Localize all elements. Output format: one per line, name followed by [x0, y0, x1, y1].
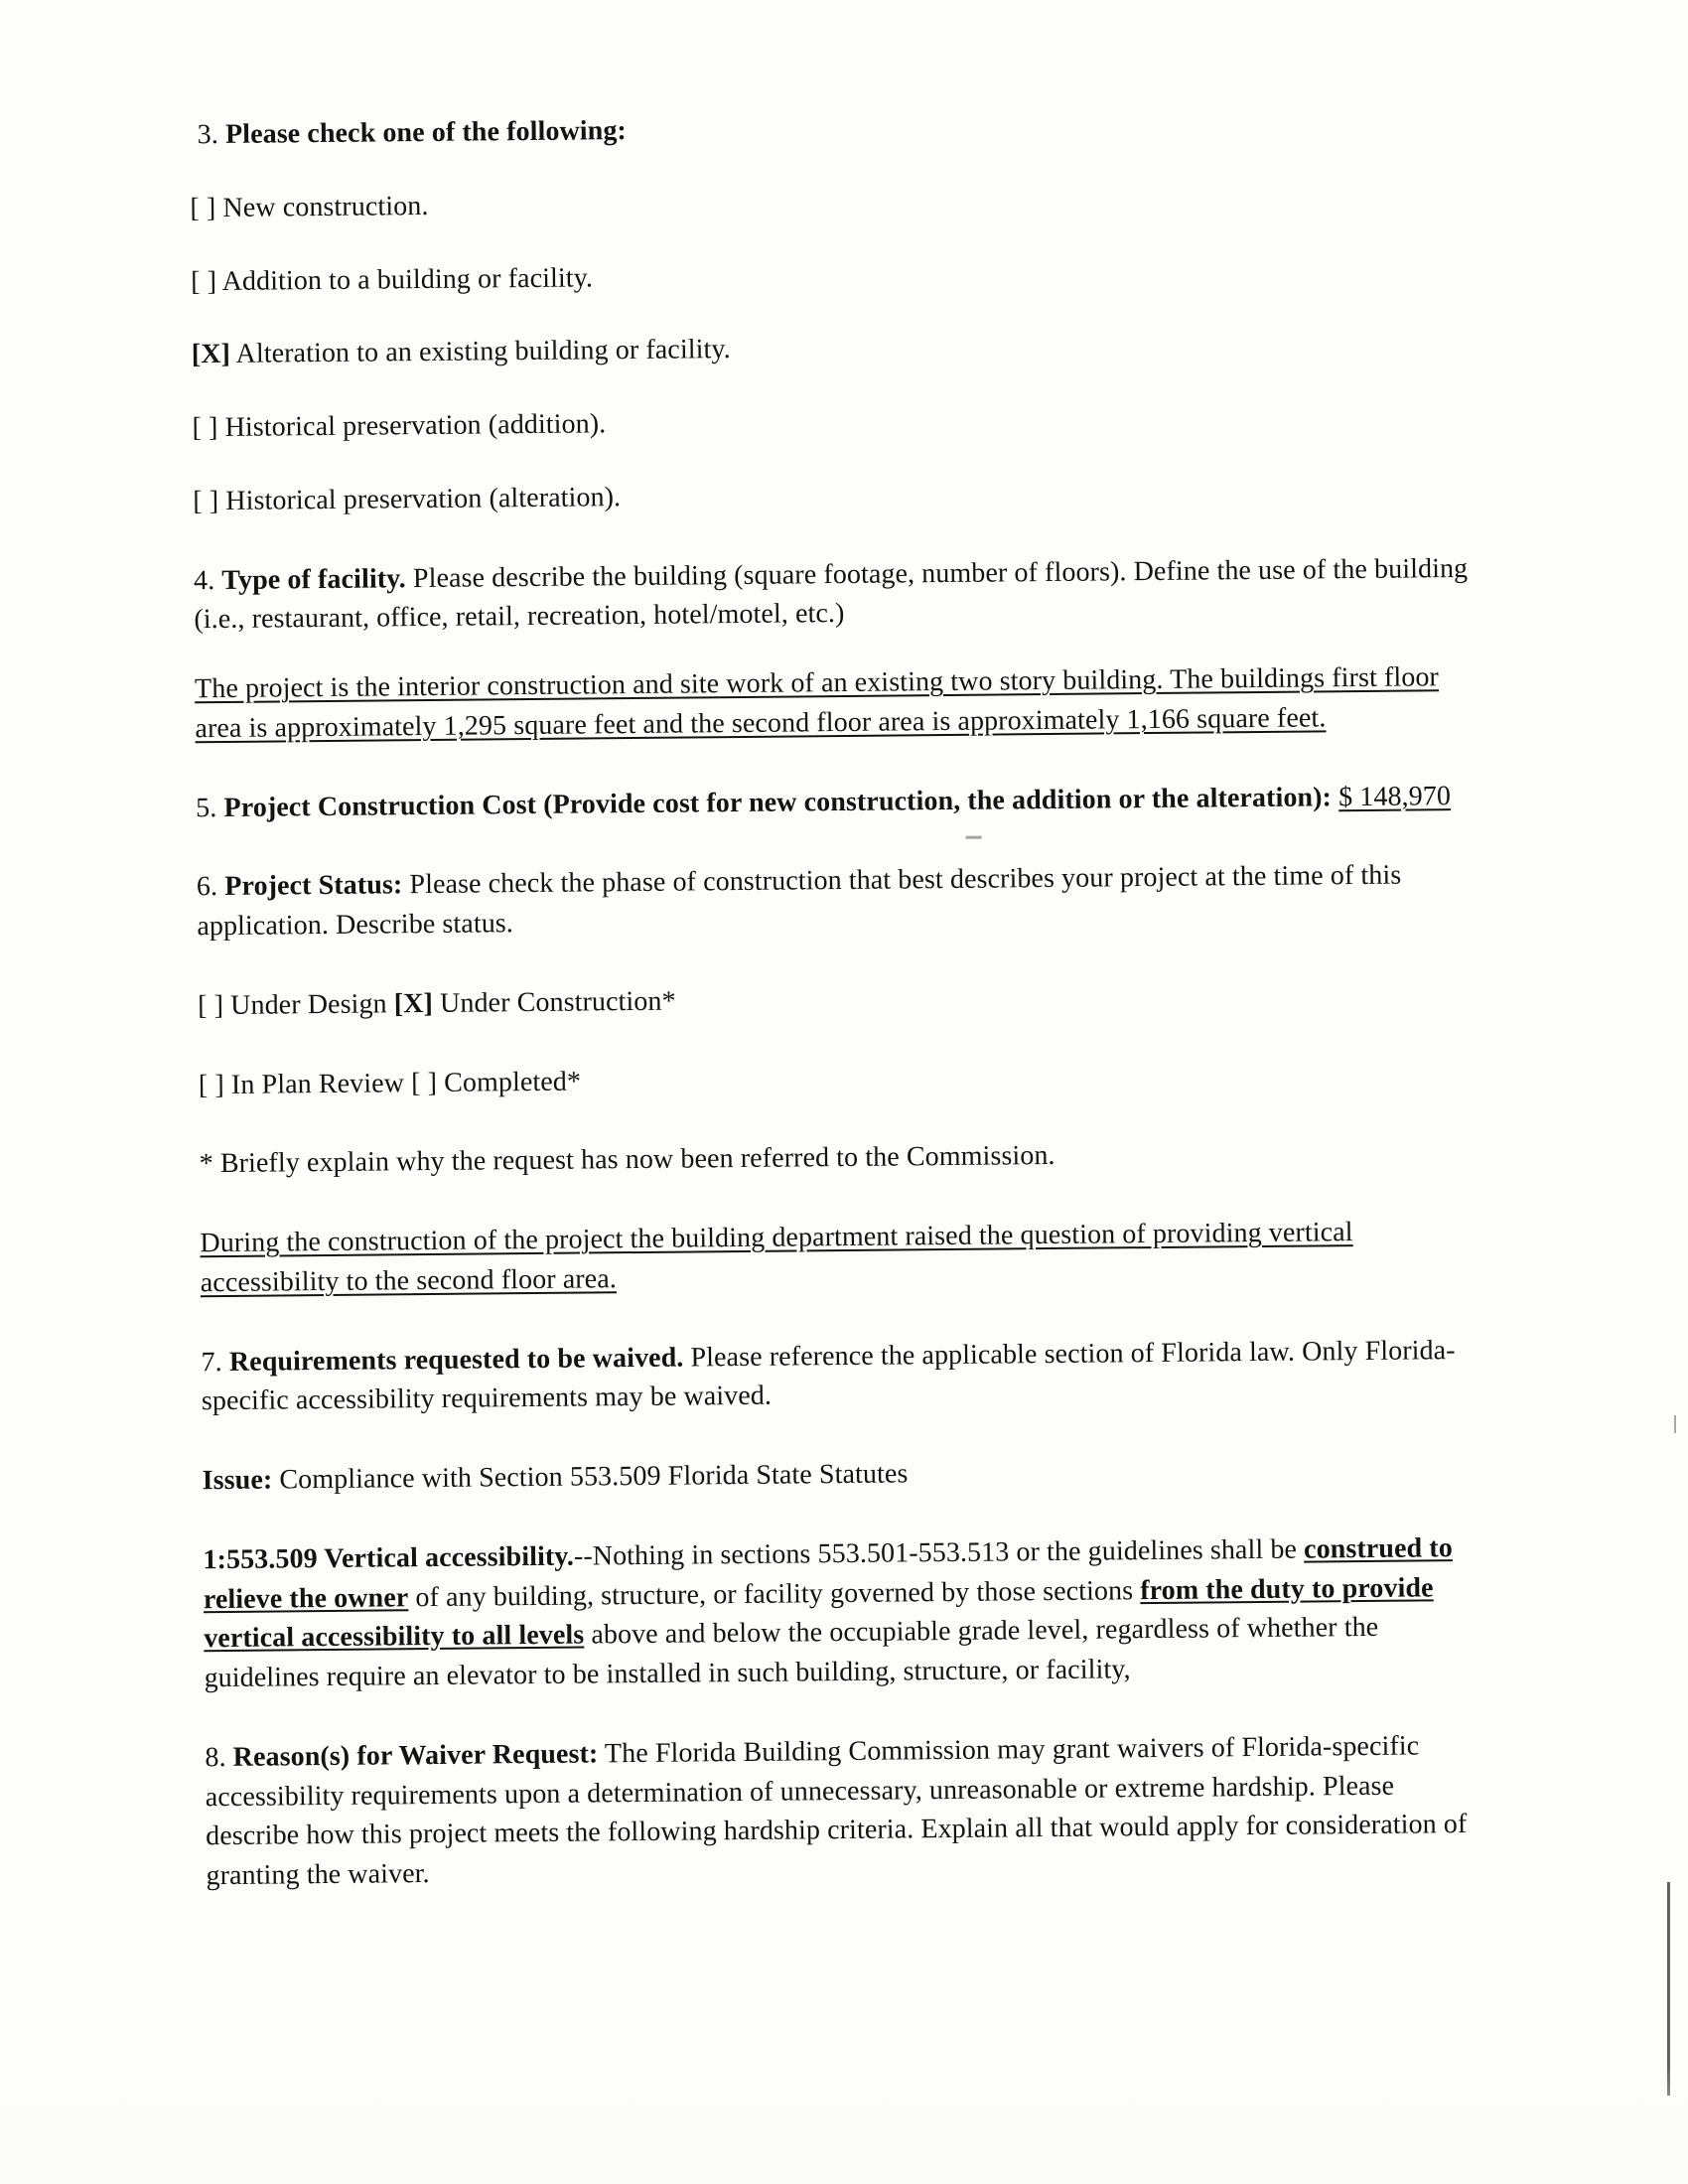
question-7-instructions: Please reference the applicable section of Florida law. Only Florida-specific accessibility requirements may be waived. [201, 1334, 1456, 1417]
checkbox-mark[interactable]: [ ] [193, 485, 219, 517]
checkbox-mark-under-design[interactable]: [ ] [197, 989, 224, 1021]
question-3-number: 3. [197, 119, 219, 151]
checkbox-label: Addition to a building or facility. [221, 261, 594, 297]
checkbox-option-historical-addition[interactable] [192, 396, 1473, 448]
checkbox-label-under-construction: Under Construction* [439, 985, 676, 1019]
checkbox-option-new-construction[interactable] [190, 177, 1471, 228]
question-6-instructions: Please check the phase of construction that best describes your project at the time of this application. Describe status. [197, 859, 1402, 943]
checkbox-label: Historical preservation (addition). [224, 408, 607, 443]
statute-text-part-2: of any building, structure, or facility governed by those sections [408, 1574, 1141, 1613]
question-3-title: Please check one of the following: [224, 115, 628, 150]
question-8-number: 8. [205, 1741, 226, 1773]
project-status-row-1[interactable] [198, 974, 1478, 1026]
project-status-row-2[interactable] [199, 1053, 1479, 1104]
question-4-title: Type of facility. [221, 562, 406, 596]
checkbox-option-alteration[interactable] [192, 323, 1473, 374]
question-6-answer: During the construction of the project the building department raised the question of providing vertical accessibility to the second floor area. [200, 1217, 1353, 1298]
checkbox-option-addition[interactable] [191, 249, 1472, 301]
question-8-instructions: The Florida Building Commission may grant waivers of Florida-specific accessibility requirements upon a determination of unnecessary, unreasonable or extreme hardship. Please describe how this project meets the following hardship criteria. Explain all that would apply for consideration of granting the waiver. [205, 1730, 1468, 1892]
scan-edge-artifact-small [1674, 1415, 1676, 1433]
checkbox-mark-in-plan-review[interactable]: [ ] [198, 1069, 224, 1100]
issue-text: Compliance with Section 553.509 Florida State Statutes [279, 1458, 909, 1496]
question-6-number: 6. [196, 871, 218, 903]
question-8-title: Reason(s) for Waiver Request: [232, 1738, 599, 1773]
question-6-title: Project Status: [224, 869, 403, 903]
question-7-number: 7. [201, 1346, 222, 1378]
scan-edge-artifact [1667, 1882, 1670, 2096]
checkbox-mark[interactable]: [ ] [192, 412, 218, 444]
question-6-prompt [197, 855, 1478, 946]
question-8-prompt [205, 1726, 1486, 1896]
checkbox-label: New construction. [222, 190, 429, 223]
question-5-answer: $ 148,970 [1337, 780, 1452, 812]
statute-text-part-1: --Nothing in sections 553.501-553.513 or the guidelines shall be [573, 1533, 1305, 1572]
checkbox-label-under-design: Under Design [230, 988, 387, 1021]
statute-text-part-3: above and below the occupiable grade level, regardless of whether the guidelines require an elevator to be installed in such building, structure, or facility, [204, 1612, 1379, 1694]
question-4-answer: The project is the interior construction and site work of an existing two story building. The buildings first floor area is approximately 1,295 square feet and the second floor area is approximately 1,166 square feet. [194, 661, 1440, 745]
issue-label: Issue: [202, 1464, 273, 1497]
question-5-number: 5. [196, 792, 217, 823]
checkbox-mark[interactable]: [ ] [190, 265, 217, 297]
checkbox-mark-completed[interactable]: [ ] [410, 1067, 438, 1098]
question-3-heading [190, 103, 1471, 155]
checkbox-mark-checked[interactable]: [X] [191, 339, 231, 370]
scan-artifact-dot [966, 836, 982, 839]
question-4-instructions: Please describe the building (square footage, number of floors). Define the use of the building (i.e., restaurant, office, retail, recreation, hotel/motel, etc.) [194, 552, 1469, 636]
question-5 [196, 776, 1477, 827]
statute-emphasis-1: construed to relieve the owner [203, 1531, 1453, 1615]
question-4-number: 4. [193, 564, 215, 596]
question-7-prompt [201, 1330, 1482, 1421]
statute-emphasis-2: from the duty to provide vertical accessibility to all levels [204, 1571, 1434, 1655]
checkbox-label: Alteration to an existing building or facility. [235, 334, 731, 370]
statute-heading: 1:553.509 Vertical accessibility. [203, 1540, 575, 1575]
checkbox-label: Historical preservation (alteration). [225, 481, 622, 516]
question-4-prompt [194, 548, 1476, 640]
checkbox-label-completed: Completed* [444, 1066, 582, 1098]
question-7-title: Requirements requested to be waived. [228, 1342, 684, 1378]
checkbox-option-historical-alteration[interactable] [193, 470, 1474, 521]
checkbox-mark-under-construction[interactable]: [X] [393, 987, 434, 1020]
checkbox-mark[interactable]: [ ] [190, 192, 216, 224]
issue-line [203, 1449, 1483, 1501]
question-6-footnote: * Briefly explain why the request has now been referred to the Commission. [199, 1140, 1055, 1180]
question-5-title: Project Construction Cost (Provide cost for new construction, the addition or the alteration): [223, 781, 1333, 823]
checkbox-label-in-plan-review: In Plan Review [230, 1067, 405, 1100]
statute-quote [203, 1529, 1484, 1698]
document-content [190, 103, 1487, 1930]
page-bottom-fade [0, 2065, 1688, 2184]
